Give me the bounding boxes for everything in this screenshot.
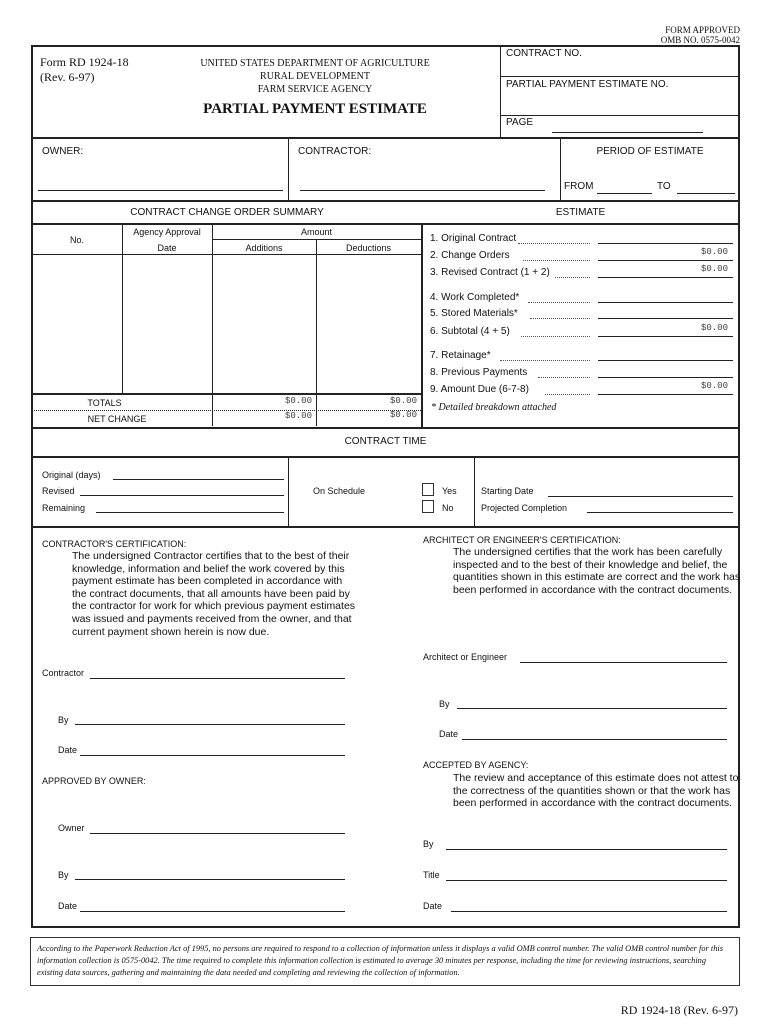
revised-input[interactable] bbox=[80, 495, 284, 496]
estimate-item-input[interactable] bbox=[598, 318, 733, 319]
agency-acceptance-heading: ACCEPTED BY AGENCY: bbox=[423, 760, 529, 770]
agency-date-input[interactable] bbox=[451, 911, 727, 912]
estimate-item-label: 1. Original Contract bbox=[430, 233, 517, 244]
contractor-date-label: Date bbox=[58, 745, 78, 755]
paperwork-notice: According to the Paperwork Reduction Act of 1995, no persons are required to respond to a collection of information unless it displays a valid OMB control number. The valid OMB control number for this information collection is 0575-0042. The time required to complete this information collection is estimated to average 30 minutes per response, including the time for reviewing instructions, searching existing data sources, gathering and maintaining the data needed and completing and reviewing the collection of information. bbox=[37, 944, 723, 977]
contractor-sign-label: Contractor bbox=[42, 668, 85, 678]
starting-date-input[interactable] bbox=[548, 496, 733, 497]
owner-approval-heading: APPROVED BY OWNER: bbox=[42, 776, 146, 786]
agency-line-usda: UNITED STATES DEPARTMENT OF AGRICULTURE bbox=[200, 58, 430, 69]
estimate-item-input[interactable] bbox=[598, 277, 733, 278]
contractor-input[interactable] bbox=[300, 190, 545, 191]
col-date: Date bbox=[157, 243, 177, 253]
projected-completion-label: Projected Completion bbox=[481, 503, 568, 513]
omb-number: OMB NO. 0575-0042 bbox=[660, 35, 740, 45]
net-deductions: $0.00 bbox=[389, 410, 417, 420]
contractor-cert-text: The undersigned Contractor certifies that to the best of their knowledge, information and belief the work covered by this payment estimate has been completed in accordance with the contract documents, that all amounts have been paid by the contractor for work for which previous payment estimates was issued and payments received from the owner, and that current payment shown herein is now due. bbox=[72, 550, 356, 638]
architect-sign-input[interactable] bbox=[520, 662, 727, 663]
col-agency-approval: Agency Approval bbox=[133, 227, 201, 237]
estimate-title: ESTIMATE bbox=[555, 207, 606, 218]
on-schedule-label: On Schedule bbox=[313, 486, 366, 496]
owner-sign-input[interactable] bbox=[90, 833, 345, 834]
contractor-sign-input[interactable] bbox=[90, 678, 345, 679]
architect-cert-text: The undersigned certifies that the work has been carefully inspected and to the best of their knowledge and belief, the quantities shown in this estimate are correct and the work has been performed in accordance with the contract documents. bbox=[453, 546, 741, 596]
to-label: TO bbox=[657, 181, 671, 192]
agency-title-label: Title bbox=[423, 870, 440, 880]
form-id-footer: RD 1924-18 (Rev. 6-97) bbox=[620, 1003, 738, 1017]
starting-date-label: Starting Date bbox=[481, 486, 534, 496]
estimate-item-input[interactable] bbox=[598, 360, 733, 361]
agency-by-input[interactable] bbox=[446, 849, 727, 850]
agency-title-input[interactable] bbox=[446, 880, 727, 881]
owner-date-input[interactable] bbox=[80, 911, 345, 912]
col-additions: Additions bbox=[245, 243, 283, 253]
to-date-input[interactable] bbox=[677, 193, 735, 194]
projected-completion-input[interactable] bbox=[587, 512, 733, 513]
page-title: PARTIAL PAYMENT ESTIMATE bbox=[203, 101, 427, 117]
contractor-cert-heading: CONTRACTOR'S CERTIFICATION: bbox=[42, 539, 187, 549]
contractor-label: CONTRACTOR: bbox=[298, 146, 372, 157]
estimate-item-label: 3. Revised Contract (1 + 2) bbox=[430, 267, 550, 278]
from-label: FROM bbox=[564, 181, 594, 192]
estimate-item-value: $0.00 bbox=[700, 247, 728, 257]
estimate-item-input[interactable] bbox=[598, 377, 733, 378]
remaining-input[interactable] bbox=[96, 512, 284, 513]
form-revision: (Rev. 6-97) bbox=[40, 70, 95, 84]
col-amount: Amount bbox=[300, 227, 333, 237]
estimate-item-value: $0.00 bbox=[700, 264, 728, 274]
totals-label: TOTALS bbox=[87, 398, 122, 408]
dot-leader bbox=[530, 318, 590, 319]
paperwork-notice-box bbox=[30, 937, 740, 986]
estimate-item-input[interactable] bbox=[598, 260, 733, 261]
dot-leader bbox=[528, 302, 590, 303]
dot-leader bbox=[518, 243, 590, 244]
form-number: Form RD 1924-18 bbox=[40, 55, 129, 69]
estimate-item-input[interactable] bbox=[598, 336, 733, 337]
architect-by-input[interactable] bbox=[457, 708, 727, 709]
owner-by-label: By bbox=[58, 870, 69, 880]
dot-leader bbox=[555, 277, 590, 278]
no-checkbox[interactable] bbox=[422, 500, 434, 513]
architect-date-label: Date bbox=[439, 729, 459, 739]
totals-deductions: $0.00 bbox=[389, 396, 417, 406]
revised-label: Revised bbox=[42, 486, 75, 496]
form-approved-label: FORM APPROVED bbox=[665, 25, 740, 35]
col-deductions: Deductions bbox=[345, 243, 392, 253]
estimate-item-label: 4. Work Completed* bbox=[430, 292, 520, 303]
yes-label: Yes bbox=[442, 486, 457, 496]
owner-label: OWNER: bbox=[42, 146, 84, 157]
estimate-item-input[interactable] bbox=[598, 243, 733, 244]
page-input[interactable] bbox=[552, 132, 703, 133]
dot-leader bbox=[500, 360, 590, 361]
ppe-no-field[interactable]: PARTIAL PAYMENT ESTIMATE NO. bbox=[506, 79, 669, 90]
architect-sign-label: Architect or Engineer bbox=[423, 652, 508, 662]
contract-time-title: CONTRACT TIME bbox=[344, 436, 427, 447]
owner-sign-label: Owner bbox=[58, 823, 85, 833]
estimate-item-label: 6. Subtotal (4 + 5) bbox=[430, 326, 510, 337]
contractor-by-input[interactable] bbox=[75, 724, 345, 725]
estimate-item-label: 7. Retainage* bbox=[430, 350, 491, 361]
contract-no-field[interactable]: CONTRACT NO. bbox=[506, 48, 582, 59]
breakdown-note: * Detailed breakdown attached bbox=[431, 402, 557, 413]
dot-leader bbox=[521, 336, 590, 337]
original-days-label: Original (days) bbox=[42, 470, 101, 480]
remaining-label: Remaining bbox=[42, 503, 86, 513]
estimate-item-label: 9. Amount Due (6-7-8) bbox=[430, 384, 529, 395]
dot-leader bbox=[538, 377, 590, 378]
agency-acceptance-text: The review and acceptance of this estimate does not attest to the correctness of the quantities shown or that the work has been performed in accordance with the contract documents. bbox=[453, 772, 739, 810]
page-label: PAGE bbox=[506, 117, 534, 128]
net-additions: $0.00 bbox=[284, 411, 312, 421]
architect-by-label: By bbox=[439, 699, 450, 709]
agency-line-fsa: FARM SERVICE AGENCY bbox=[257, 84, 373, 95]
estimate-item-value: $0.00 bbox=[700, 381, 728, 391]
dot-leader bbox=[545, 394, 590, 395]
estimate-item-input[interactable] bbox=[598, 394, 733, 395]
architect-date-input[interactable] bbox=[462, 739, 727, 740]
estimate-item-label: 5. Stored Materials* bbox=[430, 308, 518, 319]
dot-leader bbox=[523, 260, 590, 261]
owner-input[interactable] bbox=[38, 190, 283, 191]
agency-by-label: By bbox=[423, 839, 434, 849]
col-no: No. bbox=[69, 235, 84, 245]
no-label: No bbox=[442, 503, 454, 513]
owner-by-input[interactable] bbox=[75, 879, 345, 880]
contractor-date-input[interactable] bbox=[80, 755, 345, 756]
architect-cert-heading: ARCHITECT OR ENGINEER'S CERTIFICATION: bbox=[423, 535, 621, 545]
original-days-input[interactable] bbox=[113, 479, 284, 480]
contractor-by-label: By bbox=[58, 715, 69, 725]
net-change-label: NET CHANGE bbox=[87, 414, 147, 424]
totals-additions: $0.00 bbox=[284, 396, 312, 406]
estimate-item-value: $0.00 bbox=[700, 323, 728, 333]
estimate-item-label: 8. Previous Payments bbox=[430, 367, 528, 378]
period-of-estimate-label: PERIOD OF ESTIMATE bbox=[596, 146, 704, 157]
from-date-input[interactable] bbox=[597, 193, 652, 194]
agency-line-rd: RURAL DEVELOPMENT bbox=[260, 71, 370, 82]
estimate-item-label: 2. Change Orders bbox=[430, 250, 510, 261]
estimate-item-input[interactable] bbox=[598, 302, 733, 303]
change-order-summary-title: CONTRACT CHANGE ORDER SUMMARY bbox=[130, 207, 324, 218]
yes-checkbox[interactable] bbox=[422, 483, 434, 496]
owner-date-label: Date bbox=[58, 901, 78, 911]
agency-date-label: Date bbox=[423, 901, 443, 911]
